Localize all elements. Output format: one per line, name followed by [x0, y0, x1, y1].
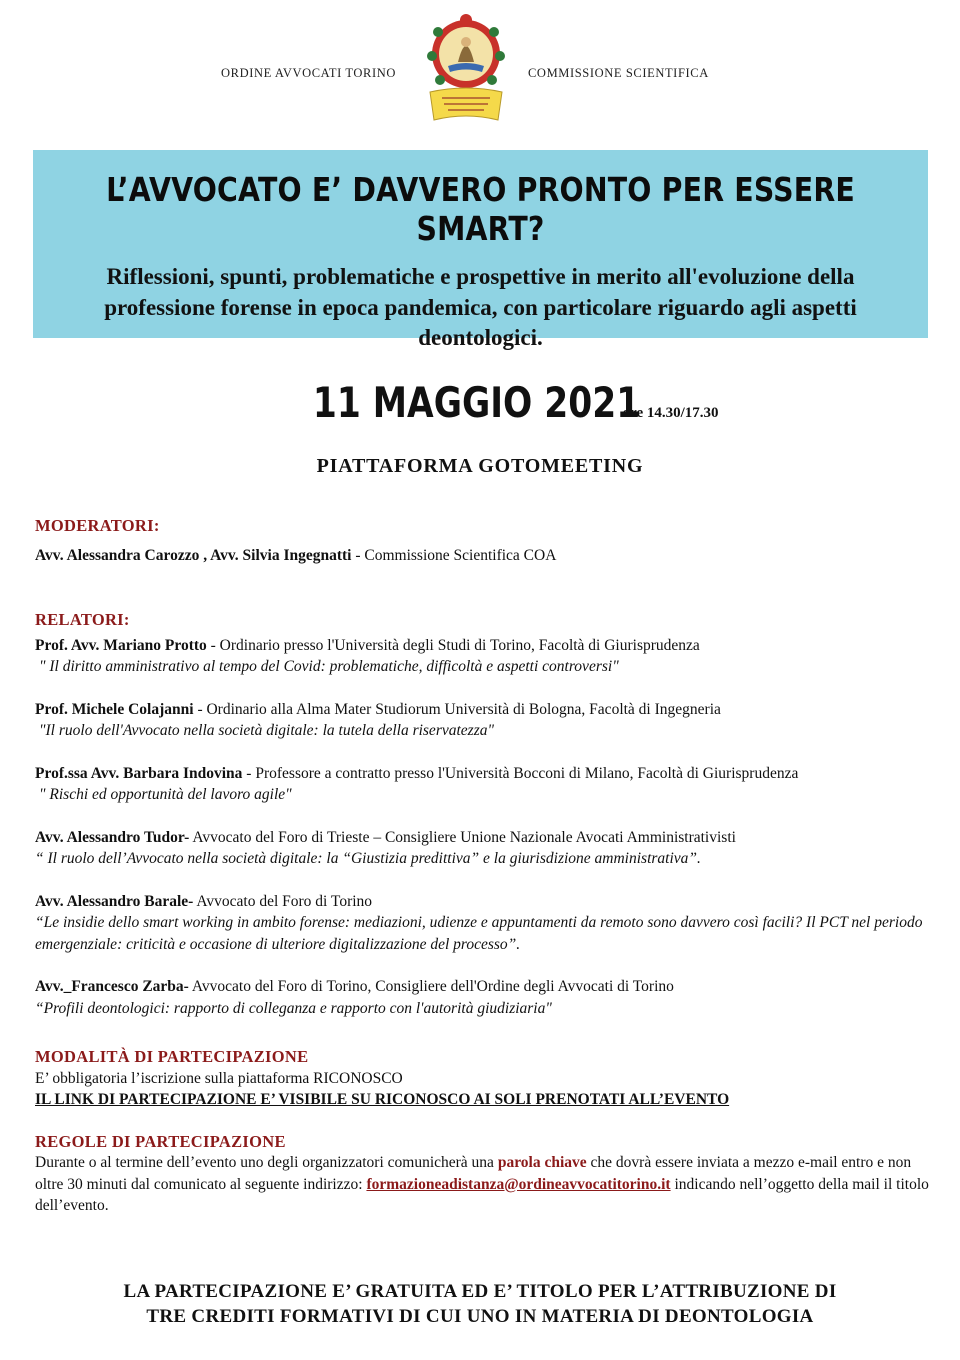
footer-line-1: LA PARTECIPAZIONE E’ GRATUITA ED E’ TITOLO PER L’ATTRIBUZIONE DI	[123, 1281, 837, 1302]
event-date-row	[0, 378, 960, 427]
moderators-line	[35, 545, 935, 567]
commission-name: COMMISSIONE SCIENTIFICA	[528, 66, 709, 80]
speaker-name: Prof. Michele Colajanni	[35, 700, 194, 718]
moderators-names: Avv. Alessandra Carozzo , Avv. Silvia Ingegnatti	[35, 546, 352, 564]
speaker-role: - Ordinario presso l'Università degli Studi di Torino, Facoltà di Giurisprudenza	[206, 636, 700, 654]
participation-link-note: IL LINK DI PARTECIPAZIONE E’ VISIBILE SU RICONOSCO AI SOLI PRENOTATI ALL’EVENTO	[35, 1091, 730, 1108]
organization-name: ORDINE AVVOCATI TORINO	[221, 66, 397, 80]
rules-text-after: indicando nell’oggetto della mail il titolo dell’evento.	[35, 1175, 929, 1214]
rules-text	[35, 1152, 935, 1217]
speaker-name: Prof.ssa Avv. Barbara Indovina	[35, 764, 243, 782]
speakers-heading: RELATORI:	[35, 610, 130, 629]
event-platform: PIATTAFORMA GOTOMEETING	[316, 455, 644, 477]
speaker-name: Avv. Alessandro Barale-	[35, 892, 194, 910]
contact-email-link[interactable]: formazioneadistanza@ordineavvocatitorino.it	[366, 1175, 671, 1193]
footer-line-2: TRE CREDITI FORMATIVI DI CUI UNO IN MATERIA DI DEONTOLOGIA	[146, 1306, 814, 1327]
speakers-list	[35, 635, 935, 1020]
letterhead	[0, 0, 960, 135]
speaker-talk: "Il ruolo dell'Avvocato nella società digitale: la tutela della riservatezza"	[39, 722, 494, 739]
participation-section	[35, 1046, 935, 1111]
speaker-role: Avvocato del Foro di Trieste – Consigliere Unione Nazionale Avocati Amministrativisti	[189, 828, 736, 846]
speaker-talk: “Profili deontologici: rapporto di colleganza e rapporto con l'autorità giudiziaria"	[35, 999, 552, 1017]
speaker-role: Avvocato del Foro di Torino, Consigliere dell'Ordine degli Avvocati di Torino	[188, 978, 674, 995]
speaker-item	[35, 976, 935, 1019]
speaker-item	[35, 763, 935, 806]
speaker-role: - Ordinario alla Alma Mater Studiorum Università di Bologna, Facoltà di Ingegneria	[193, 700, 721, 718]
rules-text-middle: che dovrà essere inviata a mezzo e-mail entro e non oltre 30 minuti dal comunicato al seguente indirizzo:	[35, 1154, 912, 1193]
speaker-name: Prof. Avv. Mariano Protto	[35, 636, 207, 654]
speaker-item	[35, 699, 935, 742]
moderators-heading: MODERATORI:	[35, 516, 160, 535]
program-content	[35, 515, 935, 1217]
speakers-section	[35, 609, 935, 1019]
participation-heading: MODALITÀ DI PARTECIPAZIONE	[35, 1047, 309, 1066]
event-time: ore 14.30/17.30	[622, 405, 719, 421]
rules-section	[35, 1131, 935, 1217]
rules-heading: REGOLE DI PARTECIPAZIONE	[35, 1131, 286, 1151]
event-title: L’AVVOCATO E’ DAVVERO PRONTO PER ESSERE SMART?	[106, 170, 855, 248]
speaker-item	[35, 635, 935, 678]
seal-logo-icon	[418, 10, 514, 128]
event-subtitle: Riflessioni, spunti, problematiche e prospettive in merito all'evoluzione della professione forense in epoca pandemica, con particolare riguardo agli aspetti deontologici.	[104, 264, 857, 350]
speaker-role: Avvocato del Foro di Torino	[193, 892, 373, 910]
event-date: 11 MAGGIO 2021	[313, 378, 641, 427]
participation-registration: E’ obbligatoria l’iscrizione sulla piattaforma RICONOSCO	[35, 1069, 403, 1087]
speaker-item	[35, 827, 935, 870]
speaker-name: Avv._Francesco Zarba-	[35, 978, 189, 995]
rules-text-before: Durante o al termine dell’evento uno degli organizzatori comunicherà una	[35, 1154, 498, 1171]
speaker-item	[35, 891, 935, 956]
speaker-talk: " Il diritto amministrativo al tempo del Covid: problematiche, difficoltà e aspetti controversi"	[39, 658, 619, 675]
speaker-name: Avv. Alessandro Tudor-	[35, 828, 190, 846]
credits-footer	[0, 1279, 960, 1329]
speaker-role: - Professore a contratto presso l'Università Bocconi di Milano, Facoltà di Giurisprudenza	[242, 764, 799, 782]
rules-keyword: parola chiave	[497, 1154, 587, 1171]
moderators-section	[35, 515, 935, 566]
speaker-talk: “ Il ruolo dell’Avvocato nella società digitale: la “Giustizia predittiva” e la giurisdizione amministrativa”.	[35, 850, 701, 867]
title-banner	[33, 150, 928, 350]
speaker-talk: " Rischi ed opportunità del lavoro agile"	[39, 786, 292, 803]
speaker-talk: “Le insidie dello smart working in ambito forense: mediazioni, udienze e appuntamenti da remoto sono davvero così facili? Il PCT nel periodo emergenziale: criticità e occasione di ulteriore digitalizzazione del processo”.	[35, 914, 923, 953]
moderators-role: - Commissione Scientifica COA	[351, 546, 557, 564]
